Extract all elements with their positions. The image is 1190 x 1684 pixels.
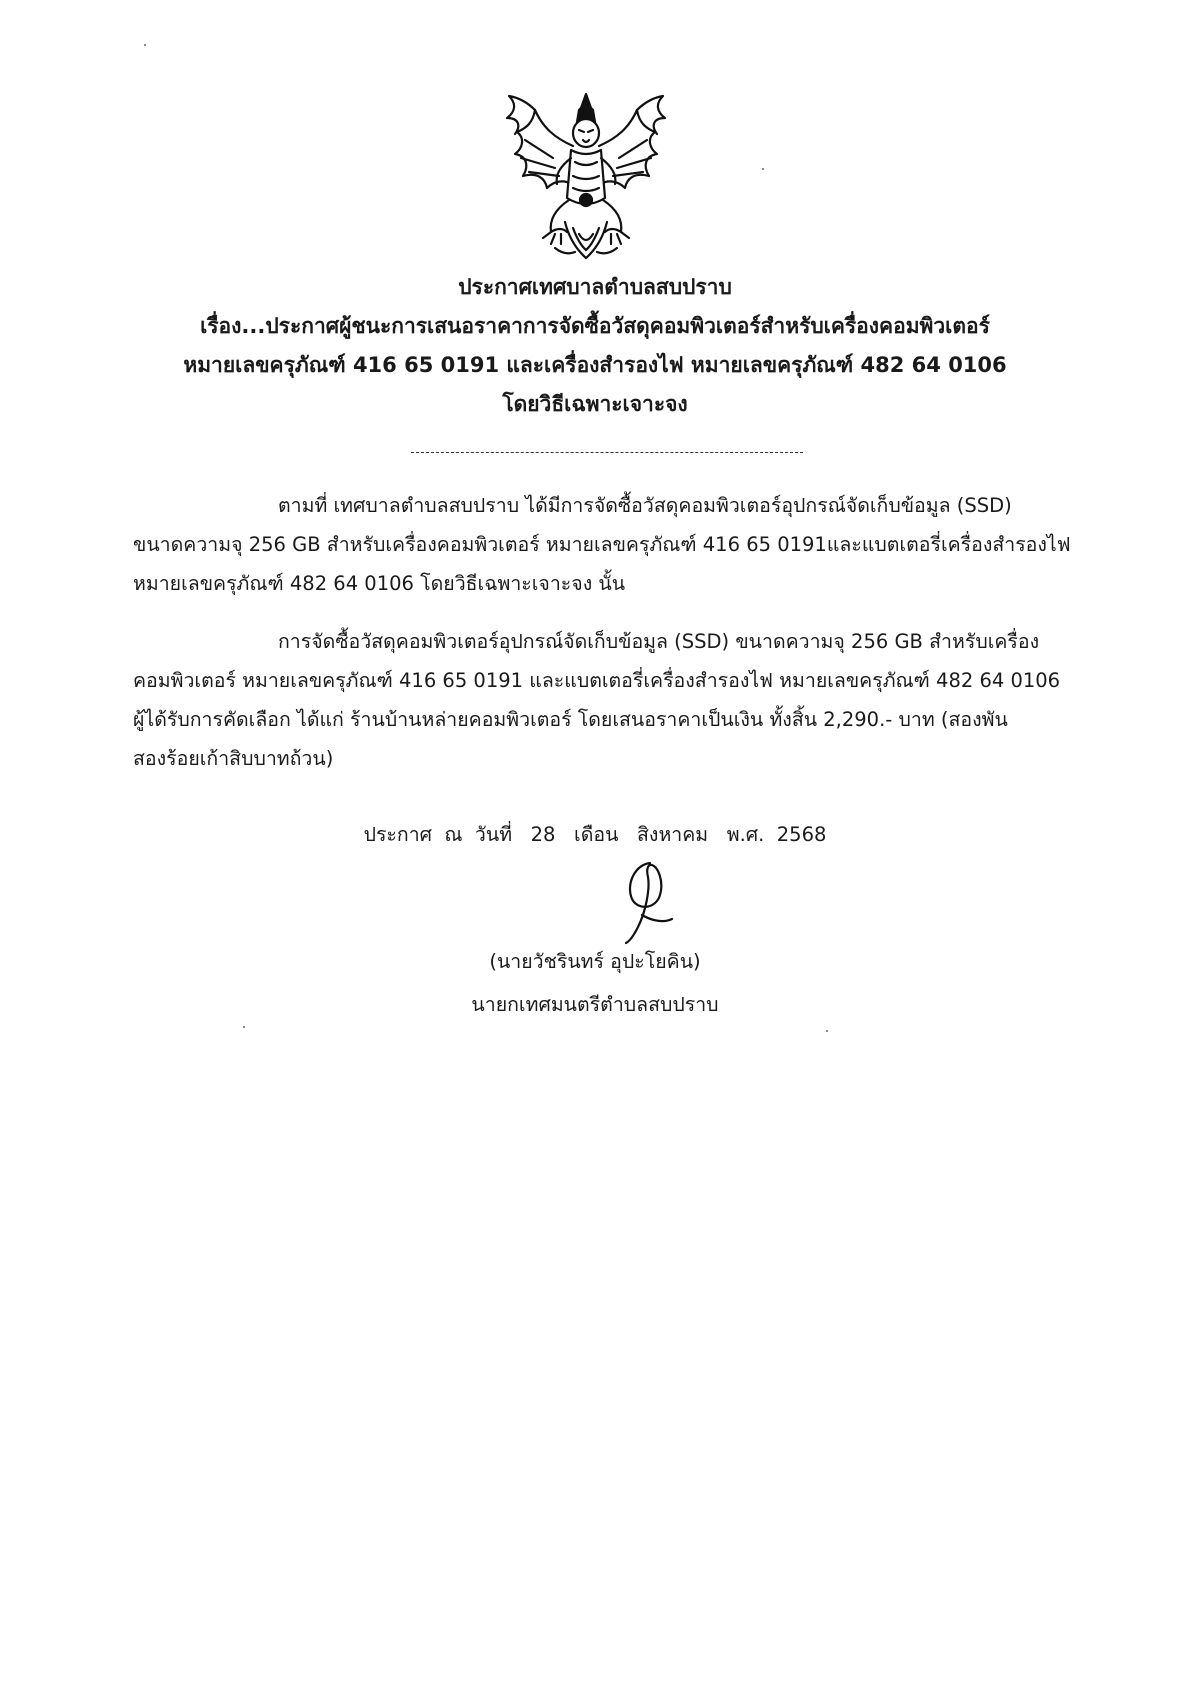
header-asset-numbers: หมายเลขครุภัณฑ์ 416 65 0191 และเครื่องสำรองไฟ หมายเลขครุภัณฑ์ 482 64 0106 bbox=[183, 353, 1007, 377]
announcement-header bbox=[0, 268, 1190, 424]
scan-speck bbox=[144, 44, 146, 46]
paragraph-award bbox=[133, 622, 1078, 778]
header-subject: เรื่อง...ประกาศผู้ชนะการเสนอราคาการจัดซื้อวัสดุคอมพิวเตอร์สำหรับเครื่องคอมพิวเตอร์ bbox=[200, 314, 990, 338]
header-organization: ประกาศเทศบาลตำบลสบปราบ bbox=[458, 275, 732, 299]
garuda-emblem-icon bbox=[495, 88, 677, 266]
header-method: โดยวิธีเฉพาะเจาะจง bbox=[502, 392, 688, 416]
paragraph-background bbox=[133, 486, 1078, 603]
scan-speck bbox=[762, 168, 764, 170]
scan-speck bbox=[243, 1026, 245, 1028]
paragraph-line: การจัดซื้อวัสดุคอมพิวเตอร์อุปกรณ์จัดเก็บข้อมูล (SSD) ขนาดความจุ 256 GB สำหรับเครื่อง bbox=[278, 630, 1040, 653]
signer-position: นายกเทศมนตรีตำบลสบปราบ bbox=[471, 993, 719, 1016]
paragraph-line: ผู้ได้รับการคัดเลือก ได้แก่ ร้านบ้านหล่ายคอมพิวเตอร์ โดยเสนอราคาเป็นเงิน ทั้งสิ้น 2,290.- บาท (สองพัน bbox=[133, 708, 1008, 731]
paragraph-line: หมายเลขครุภัณฑ์ 482 64 0106 โดยวิธีเฉพาะเจาะจง นั้น bbox=[133, 572, 626, 595]
signer-block bbox=[0, 940, 1190, 1026]
scan-speck bbox=[826, 1030, 828, 1032]
announcement-date: ประกาศ ณ วันที่ 28 เดือน สิงหาคม พ.ศ. 2568 bbox=[363, 823, 827, 846]
paragraph-line: คอมพิวเตอร์ หมายเลขครุภัณฑ์ 416 65 0191 และแบตเตอรี่เครื่องสำรองไฟ หมายเลขครุภัณฑ์ 482 64 0106 bbox=[133, 669, 1061, 692]
handwritten-signature-icon bbox=[612, 855, 682, 950]
paragraph-line: ตามที่ เทศบาลตำบลสบปราบ ได้มีการจัดซื้อวัสดุคอมพิวเตอร์อุปกรณ์จัดเก็บข้อมูล (SSD) bbox=[278, 494, 1012, 517]
signer-name: (นายวัชรินทร์ อุปะโยคิน) bbox=[489, 950, 701, 973]
header-divider bbox=[411, 452, 803, 453]
paragraph-line: ขนาดความจุ 256 GB สำหรับเครื่องคอมพิวเตอร์ หมายเลขครุภัณฑ์ 416 65 0191และแบตเตอรี่เครื่องสำรองไฟ bbox=[133, 533, 1071, 556]
paragraph-line: สองร้อยเก้าสิบบาทถ้วน) bbox=[133, 747, 334, 770]
